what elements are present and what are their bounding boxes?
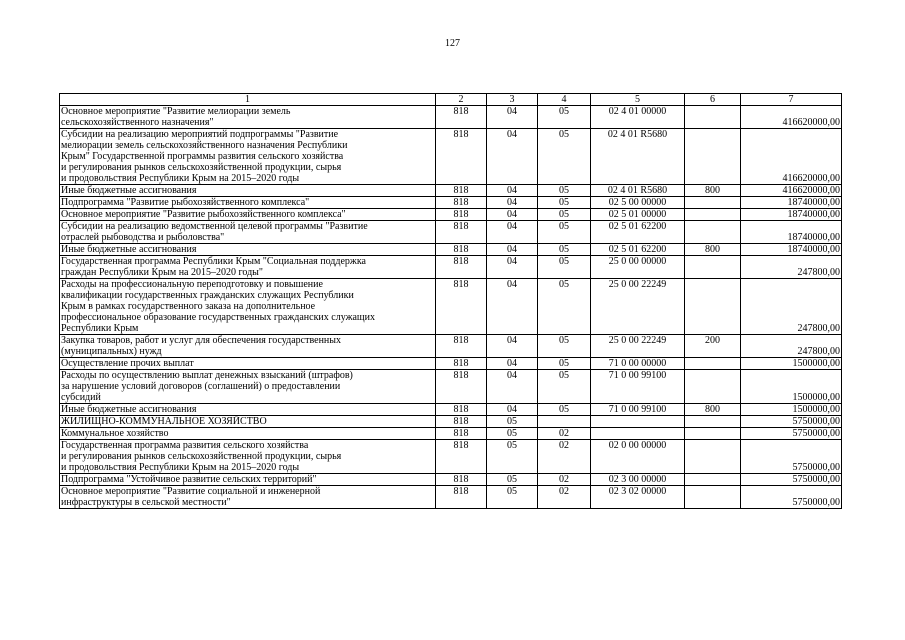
row-target-article-cell: 71 0 00 99100 — [591, 404, 685, 416]
row-amount-cell: 5750000,00 — [741, 474, 842, 486]
row-target-article-cell: 25 0 00 00000 — [591, 256, 685, 279]
table-row — [60, 370, 842, 404]
column-header: 1 — [60, 94, 436, 106]
row-subsection-cell: 05 — [538, 185, 591, 197]
row-amount-cell: 18740000,00 — [741, 209, 842, 221]
row-target-article-cell: 25 0 00 22249 — [591, 335, 685, 358]
row-subsection-cell: 05 — [538, 358, 591, 370]
row-expense-type-cell — [685, 209, 741, 221]
row-code-cell: 818 — [436, 197, 487, 209]
row-section-cell: 04 — [487, 335, 538, 358]
row-expense-type-cell — [685, 440, 741, 474]
table-row — [60, 474, 842, 486]
row-target-article-cell: 02 5 01 62200 — [591, 244, 685, 256]
row-amount-cell: 1500000,00 — [741, 358, 842, 370]
column-header: 2 — [436, 94, 487, 106]
row-amount-cell: 247800,00 — [741, 256, 842, 279]
row-section-cell: 04 — [487, 185, 538, 197]
row-name-cell: Государственная программа развития сельского хозяйства и регулирования рынков сельскохозяйственной продукции, сырья и продовольствия Республики Крым на 2015–2020 годы — [60, 440, 436, 474]
row-subsection-cell: 02 — [538, 474, 591, 486]
row-name-cell: Расходы на профессиональную переподготовку и повышение квалификации государственных гражданских служащих Республики Крым в рамках государственного заказа на дополнительное профессиональное образование государственных гражданских служащих Республики Крым — [60, 279, 436, 335]
row-name-cell: Закупка товаров, работ и услуг для обеспечения государственных (муниципальных) нужд — [60, 335, 436, 358]
row-subsection-cell: 05 — [538, 129, 591, 185]
row-name-cell: Субсидии на реализацию ведомственной целевой программы "Развитие отраслей рыбоводства и рыболовства" — [60, 221, 436, 244]
row-subsection-cell: 05 — [538, 370, 591, 404]
row-target-article-cell: 71 0 00 00000 — [591, 358, 685, 370]
row-target-article-cell — [591, 416, 685, 428]
row-name-cell: Основное мероприятие "Развитие социальной и инженерной инфраструктуры в сельской местности" — [60, 486, 436, 509]
row-code-cell: 818 — [436, 279, 487, 335]
row-expense-type-cell: 200 — [685, 335, 741, 358]
row-name-cell: ЖИЛИЩНО-КОММУНАЛЬНОЕ ХОЗЯЙСТВО — [60, 416, 436, 428]
row-amount-cell: 5750000,00 — [741, 486, 842, 509]
row-target-article-cell: 02 5 01 00000 — [591, 209, 685, 221]
table-row — [60, 209, 842, 221]
row-code-cell: 818 — [436, 129, 487, 185]
table-row — [60, 279, 842, 335]
row-target-article-cell: 02 4 01 R5680 — [591, 129, 685, 185]
row-code-cell: 818 — [436, 440, 487, 474]
row-amount-cell: 18740000,00 — [741, 197, 842, 209]
column-header: 6 — [685, 94, 741, 106]
row-amount-cell: 18740000,00 — [741, 221, 842, 244]
row-target-article-cell: 02 0 00 00000 — [591, 440, 685, 474]
column-header: 5 — [591, 94, 685, 106]
row-subsection-cell — [538, 416, 591, 428]
row-name-cell: Субсидии на реализацию мероприятий подпрограммы "Развитие мелиорации земель сельскохозяйственного назначения Республики Крым" Государственной программы развития сельского хозяйства и регулирования рынков сельскохозяйственной продукции, сырья и продовольствия Республики Крым на 2015–2020 годы — [60, 129, 436, 185]
row-expense-type-cell: 800 — [685, 244, 741, 256]
row-target-article-cell: 71 0 00 99100 — [591, 370, 685, 404]
row-code-cell: 818 — [436, 358, 487, 370]
row-section-cell: 04 — [487, 209, 538, 221]
row-section-cell: 04 — [487, 129, 538, 185]
row-section-cell: 04 — [487, 370, 538, 404]
row-expense-type-cell — [685, 279, 741, 335]
row-amount-cell: 416620000,00 — [741, 106, 842, 129]
row-amount-cell: 1500000,00 — [741, 404, 842, 416]
row-section-cell: 05 — [487, 486, 538, 509]
row-section-cell: 04 — [487, 358, 538, 370]
row-code-cell: 818 — [436, 185, 487, 197]
row-expense-type-cell — [685, 428, 741, 440]
table-row — [60, 256, 842, 279]
row-name-cell: Подпрограмма "Устойчивое развитие сельских территорий" — [60, 474, 436, 486]
row-code-cell: 818 — [436, 370, 487, 404]
column-header: 3 — [487, 94, 538, 106]
row-subsection-cell: 05 — [538, 106, 591, 129]
table-row — [60, 221, 842, 244]
row-code-cell: 818 — [436, 335, 487, 358]
row-amount-cell: 1500000,00 — [741, 370, 842, 404]
row-code-cell: 818 — [436, 221, 487, 244]
row-code-cell: 818 — [436, 404, 487, 416]
table-row — [60, 197, 842, 209]
row-amount-cell: 416620000,00 — [741, 185, 842, 197]
row-subsection-cell: 05 — [538, 221, 591, 244]
row-section-cell: 04 — [487, 256, 538, 279]
row-subsection-cell: 05 — [538, 404, 591, 416]
column-header: 7 — [741, 94, 842, 106]
row-name-cell: Государственная программа Республики Крым "Социальная поддержка граждан Республики Крым на 2015–2020 годы" — [60, 256, 436, 279]
row-target-article-cell: 02 5 00 00000 — [591, 197, 685, 209]
row-name-cell: Расходы по осуществлению выплат денежных взысканий (штрафов) за нарушение условий договоров (соглашений) о предоставлении субсидий — [60, 370, 436, 404]
row-expense-type-cell: 800 — [685, 404, 741, 416]
row-target-article-cell: 25 0 00 22249 — [591, 279, 685, 335]
row-expense-type-cell — [685, 474, 741, 486]
row-name-cell: Коммунальное хозяйство — [60, 428, 436, 440]
table-row — [60, 335, 842, 358]
row-section-cell: 05 — [487, 428, 538, 440]
row-expense-type-cell — [685, 358, 741, 370]
row-amount-cell: 5750000,00 — [741, 428, 842, 440]
row-section-cell: 04 — [487, 404, 538, 416]
row-subsection-cell: 05 — [538, 209, 591, 221]
table-row — [60, 416, 842, 428]
table-row — [60, 486, 842, 509]
row-target-article-cell: 02 5 01 62200 — [591, 221, 685, 244]
row-expense-type-cell — [685, 256, 741, 279]
row-target-article-cell: 02 3 00 00000 — [591, 474, 685, 486]
row-target-article-cell: 02 3 02 00000 — [591, 486, 685, 509]
table-row — [60, 106, 842, 129]
row-code-cell: 818 — [436, 474, 487, 486]
row-expense-type-cell — [685, 370, 741, 404]
row-expense-type-cell — [685, 486, 741, 509]
row-code-cell: 818 — [436, 106, 487, 129]
row-name-cell: Иные бюджетные ассигнования — [60, 185, 436, 197]
row-expense-type-cell — [685, 197, 741, 209]
table-row — [60, 440, 842, 474]
row-subsection-cell: 02 — [538, 440, 591, 474]
row-subsection-cell: 02 — [538, 486, 591, 509]
row-amount-cell: 5750000,00 — [741, 416, 842, 428]
table-row — [60, 428, 842, 440]
table-row — [60, 244, 842, 256]
table-row — [60, 358, 842, 370]
table-row — [60, 129, 842, 185]
row-name-cell: Основное мероприятие "Развитие рыбохозяйственного комплекса" — [60, 209, 436, 221]
row-target-article-cell: 02 4 01 00000 — [591, 106, 685, 129]
row-name-cell: Осуществление прочих выплат — [60, 358, 436, 370]
row-target-article-cell — [591, 428, 685, 440]
column-header: 4 — [538, 94, 591, 106]
row-code-cell: 818 — [436, 256, 487, 279]
row-section-cell: 04 — [487, 197, 538, 209]
row-subsection-cell: 05 — [538, 335, 591, 358]
row-amount-cell: 18740000,00 — [741, 244, 842, 256]
row-subsection-cell: 05 — [538, 197, 591, 209]
row-section-cell: 05 — [487, 440, 538, 474]
row-code-cell: 818 — [436, 486, 487, 509]
row-subsection-cell: 05 — [538, 256, 591, 279]
row-code-cell: 818 — [436, 416, 487, 428]
row-subsection-cell: 05 — [538, 279, 591, 335]
row-expense-type-cell — [685, 221, 741, 244]
table-row — [60, 185, 842, 197]
row-amount-cell: 416620000,00 — [741, 129, 842, 185]
row-expense-type-cell: 800 — [685, 185, 741, 197]
row-section-cell: 05 — [487, 416, 538, 428]
row-name-cell: Подпрограмма "Развитие рыбохозяйственного комплекса" — [60, 197, 436, 209]
row-expense-type-cell — [685, 129, 741, 185]
row-subsection-cell: 05 — [538, 244, 591, 256]
row-section-cell: 05 — [487, 474, 538, 486]
row-code-cell: 818 — [436, 209, 487, 221]
row-expense-type-cell — [685, 416, 741, 428]
row-code-cell: 818 — [436, 428, 487, 440]
row-name-cell: Основное мероприятие "Развитие мелиорации земель сельскохозяйственного назначения" — [60, 106, 436, 129]
row-subsection-cell: 02 — [538, 428, 591, 440]
budget-table — [59, 93, 842, 509]
row-name-cell: Иные бюджетные ассигнования — [60, 404, 436, 416]
row-amount-cell: 247800,00 — [741, 335, 842, 358]
table-header-row — [60, 94, 842, 106]
row-section-cell: 04 — [487, 106, 538, 129]
page-number: 127 — [445, 38, 460, 49]
row-expense-type-cell — [685, 106, 741, 129]
row-target-article-cell: 02 4 01 R5680 — [591, 185, 685, 197]
table-row — [60, 404, 842, 416]
row-section-cell: 04 — [487, 279, 538, 335]
row-section-cell: 04 — [487, 221, 538, 244]
row-code-cell: 818 — [436, 244, 487, 256]
row-section-cell: 04 — [487, 244, 538, 256]
row-amount-cell: 5750000,00 — [741, 440, 842, 474]
row-amount-cell: 247800,00 — [741, 279, 842, 335]
row-name-cell: Иные бюджетные ассигнования — [60, 244, 436, 256]
